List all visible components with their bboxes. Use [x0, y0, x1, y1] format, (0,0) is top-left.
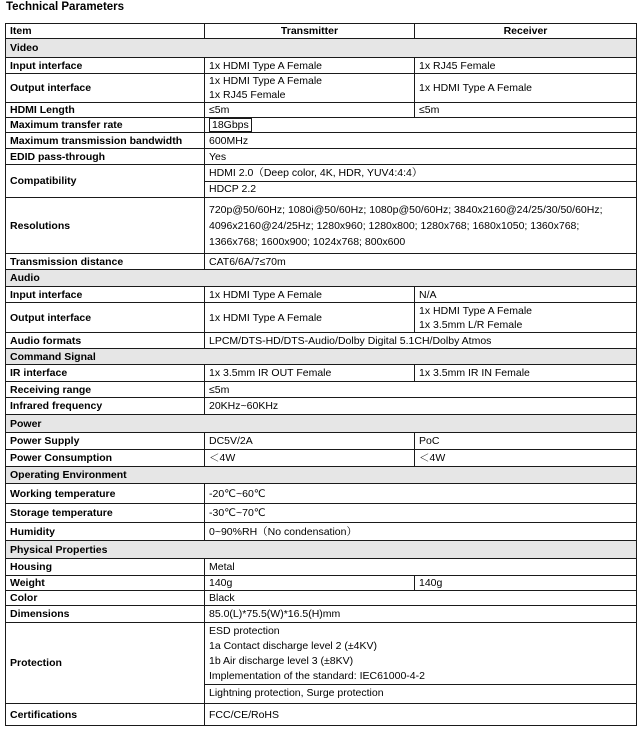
rx-value: 1x RJ45 Female	[415, 58, 637, 74]
value: Metal	[205, 559, 637, 576]
row-label: Power Supply	[6, 433, 205, 450]
section-row-environment	[6, 467, 637, 484]
value: CAT6/6A/7≤70m	[205, 254, 637, 270]
row-label: Transmission distance	[6, 254, 205, 270]
rx-value: 1x 3.5mm IR IN Female	[415, 365, 637, 382]
section-title: Power	[6, 415, 637, 433]
spec-table	[5, 23, 637, 726]
table-row	[6, 74, 637, 103]
tx-value: ＜4W	[205, 450, 415, 467]
row-label: Dimensions	[6, 606, 205, 623]
rx-line: 1x HDMI Type A Female	[419, 304, 533, 317]
row-label: Maximum transmission bandwidth	[6, 133, 205, 149]
rx-value: 140g	[415, 576, 637, 591]
rx-value: PoC	[415, 433, 637, 450]
row-label: Output interface	[6, 303, 205, 333]
row-label: Power Consumption	[6, 450, 205, 467]
value: -30℃~70℃	[205, 504, 637, 523]
tx-value: ≤5m	[205, 103, 415, 118]
tx-value: 1x 3.5mm IR OUT Female	[205, 365, 415, 382]
tx-line: 1x RJ45 Female	[209, 89, 286, 101]
value: ≤5m	[205, 382, 637, 398]
row-label: Weight	[6, 576, 205, 591]
row-label: Protection	[6, 623, 205, 704]
table-row	[6, 606, 637, 623]
section-title: Physical Properties	[6, 541, 637, 559]
value: 85.0(L)*75.5(W)*16.5(H)mm	[205, 606, 637, 623]
tx-line: 1x HDMI Type A Female	[209, 75, 323, 87]
row-label: Humidity	[6, 523, 205, 541]
section-title: Video	[6, 39, 637, 58]
value-group	[205, 624, 636, 684]
table-row	[6, 254, 637, 270]
section-row-audio	[6, 270, 637, 287]
value: Yes	[205, 149, 637, 165]
row-label: EDID pass-through	[6, 149, 205, 165]
table-row	[6, 133, 637, 149]
row-label: Working temperature	[6, 484, 205, 504]
section-row-video	[6, 39, 637, 58]
value-line: 1b Air discharge level 3 (±8KV)	[209, 655, 354, 667]
value-line: 720p@50/60Hz; 1080i@50/60Hz; 1080p@50/60Hz; 3840x2160@24/25/30/50/60Hz;	[209, 203, 603, 216]
rx-value: N/A	[415, 287, 637, 303]
table-row	[6, 303, 637, 333]
page-title: Technical Parameters	[6, 1, 125, 13]
table-row	[6, 149, 637, 165]
value-line: Implementation of the standard: IEC61000-4-2	[209, 670, 425, 682]
table-row	[6, 333, 637, 349]
table-row	[6, 198, 637, 254]
section-title: Operating Environment	[6, 467, 637, 484]
table-row	[6, 58, 637, 74]
value	[205, 118, 637, 133]
table-row	[6, 365, 637, 382]
value-line: 1a Contact discharge level 2 (±4KV)	[209, 640, 378, 652]
table-row	[6, 103, 637, 118]
table-row	[6, 523, 637, 541]
value	[205, 198, 637, 254]
row-label: Output interface	[6, 74, 205, 103]
table-header-row	[6, 24, 637, 39]
section-row-power	[6, 415, 637, 433]
table-row	[6, 398, 637, 415]
table-row	[6, 559, 637, 576]
value: Black	[205, 591, 637, 606]
rx-value: 1x HDMI Type A Female	[415, 74, 637, 103]
rx-line: 1x 3.5mm L/R Female	[419, 318, 523, 331]
row-label: Receiving range	[6, 382, 205, 398]
rx-value: ≤5m	[415, 103, 637, 118]
value-line: HDCP 2.2	[205, 181, 636, 197]
value: 20KHz~60KHz	[205, 398, 637, 415]
table-row	[6, 287, 637, 303]
table-row	[6, 591, 637, 606]
value-line: 1366x768; 1600x900; 1024x768; 800x600	[209, 235, 406, 248]
tx-value: 140g	[205, 576, 415, 591]
value-line: Lightning protection, Surge protection	[205, 684, 636, 702]
table-row	[6, 118, 637, 133]
table-row	[6, 382, 637, 398]
row-label: Infrared frequency	[6, 398, 205, 415]
row-label: IR interface	[6, 365, 205, 382]
row-label: Input interface	[6, 58, 205, 74]
tx-value: 1x HDMI Type A Female	[205, 287, 415, 303]
row-label: Color	[6, 591, 205, 606]
rx-value: ＜4W	[415, 450, 637, 467]
value: -20℃~60℃	[205, 484, 637, 504]
section-row-command	[6, 349, 637, 365]
row-label: Resolutions	[6, 198, 205, 254]
tx-value: DC5V/2A	[205, 433, 415, 450]
header-transmitter: Transmitter	[205, 24, 415, 39]
row-label: Compatibility	[6, 165, 205, 198]
table-row	[6, 704, 637, 726]
row-label: Storage temperature	[6, 504, 205, 523]
value	[205, 623, 637, 704]
table-row	[6, 484, 637, 504]
tx-value	[205, 74, 415, 103]
section-title: Audio	[6, 270, 637, 287]
row-label: HDMI Length	[6, 103, 205, 118]
value-line: 4096x2160@24/25Hz; 1280x960; 1280x800; 1280x768; 1680x1050; 1360x768;	[209, 219, 580, 232]
row-label: Audio formats	[6, 333, 205, 349]
header-item: Item	[6, 24, 205, 39]
tx-value: 1x HDMI Type A Female	[205, 303, 415, 333]
table-row	[6, 623, 637, 704]
rx-value	[415, 303, 637, 333]
value-line: ESD protection	[209, 625, 280, 637]
table-row	[6, 450, 637, 467]
tx-value: 1x HDMI Type A Female	[205, 58, 415, 74]
highlight-box: 18Gbps	[209, 118, 252, 132]
row-label: Certifications	[6, 704, 205, 726]
header-receiver: Receiver	[415, 24, 637, 39]
row-label: Housing	[6, 559, 205, 576]
value: FCC/CE/RoHS	[205, 704, 637, 726]
value	[205, 165, 637, 198]
value: 600MHz	[205, 133, 637, 149]
section-row-physical	[6, 541, 637, 559]
table-row	[6, 433, 637, 450]
section-title: Command Signal	[6, 349, 637, 365]
table-row	[6, 576, 637, 591]
value-line: HDMI 2.0（Deep color, 4K, HDR, YUV4:4:4）	[209, 166, 423, 179]
row-label: Maximum transfer rate	[6, 118, 205, 133]
table-row	[6, 165, 637, 198]
row-label: Input interface	[6, 287, 205, 303]
value: 0~90%RH（No condensation）	[205, 523, 637, 541]
value: LPCM/DTS-HD/DTS-Audio/Dolby Digital 5.1CH/Dolby Atmos	[205, 333, 637, 349]
table-row	[6, 504, 637, 523]
